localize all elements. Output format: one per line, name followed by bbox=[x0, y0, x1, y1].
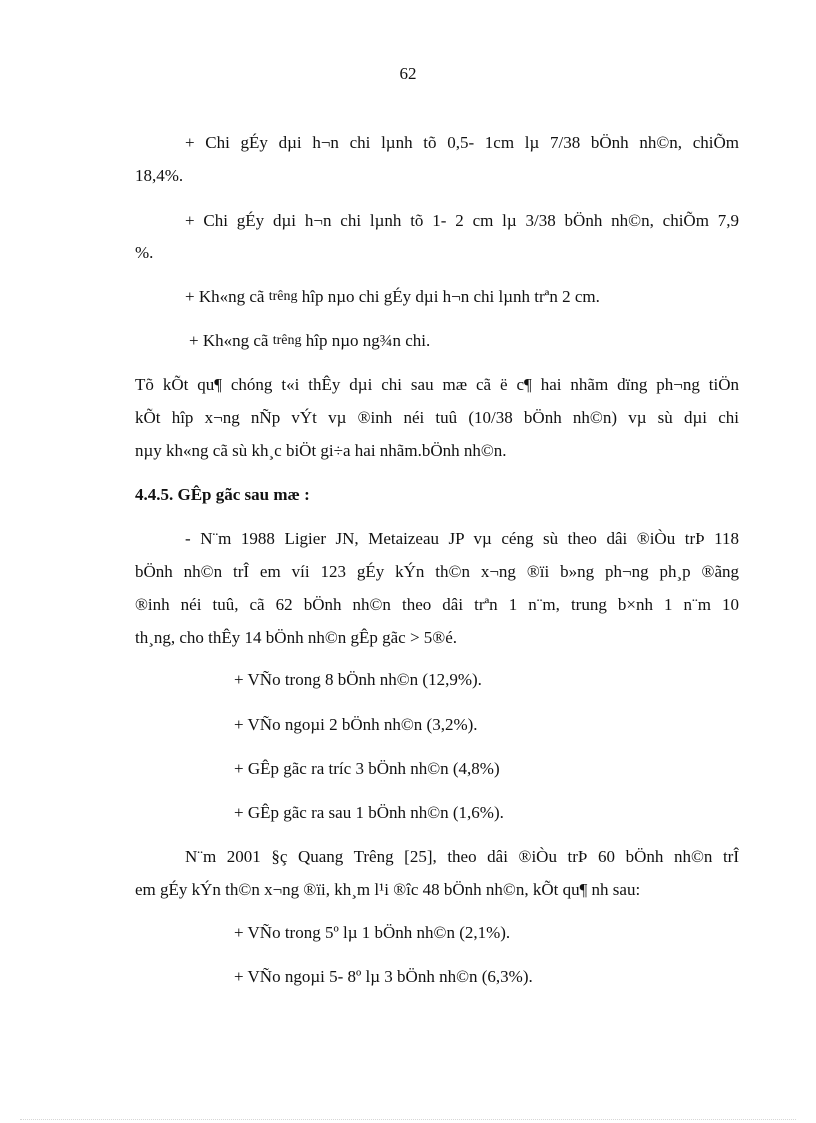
text-fragment: hîp nµo ng¾n chi. bbox=[305, 331, 431, 350]
text-line: - N¨m 1988 Ligier JN, Metaizeau JP vµ céng sù theo dâi ®iÒu trÞ 118 bbox=[185, 529, 739, 548]
page-bottom-divider bbox=[20, 1119, 796, 1120]
text-fragment-small: trêng bbox=[272, 333, 302, 348]
paragraph-no-case-over-2cm bbox=[185, 287, 600, 307]
list-item: + VÑo trong 8 bÖnh nh©n (12,9%). bbox=[234, 670, 482, 689]
page-number: 62 bbox=[399, 64, 417, 83]
text-fragment-small: trêng bbox=[268, 289, 298, 304]
text-line: nµy kh«ng cã sù kh¸c biÖt gi÷a hai nhãm.bÖnh nh©n. bbox=[135, 441, 507, 460]
text-line: 18,4%. bbox=[135, 166, 184, 185]
list-item: + VÑo ngoµi 2 bÖnh nh©n (3,2%). bbox=[234, 715, 478, 734]
list-item: + VÑo ngoµi 5- 8º lµ 3 bÖnh nh©n (6,3%). bbox=[234, 967, 533, 986]
text-line: + Chi gÉy dµi h¬n chi lµnh tõ 1- 2 cm lµ 3/38 bÖnh nh©n, chiÕm 7,9 bbox=[185, 211, 739, 230]
text-fragment: hîp nµo chi gÉy dµi h¬n chi lµnh trªn 2 cm. bbox=[301, 287, 600, 306]
text-line: th¸ng, cho thÊy 14 bÖnh nh©n gÊp gãc > 5®é. bbox=[135, 628, 458, 647]
list-item: + GÊp gãc ra tríc 3 bÖnh nh©n (4,8%) bbox=[234, 759, 500, 778]
section-heading: 4.4.5. GÊp gãc sau mæ : bbox=[135, 485, 310, 504]
text-fragment: + Kh«ng cã bbox=[189, 331, 269, 350]
text-line: ®inh néi tuû, cã 62 bÖnh nh©n theo dâi trªn 1 n¨m, trung b×nh 1 n¨m 10 bbox=[135, 595, 739, 614]
text-line: bÖnh nh©n trÎ em víi 123 gÉy kÝn th©n x¬ng ®ïi b»ng ph¬ng ph¸p ®ãng bbox=[135, 562, 739, 581]
text-line: N¨m 2001 §ç Quang Trêng [25], theo dâi ®iÒu trÞ 60 bÖnh nh©n trÎ bbox=[185, 847, 739, 866]
list-item: + GÊp gãc ra sau 1 bÖnh nh©n (1,6%). bbox=[234, 803, 504, 822]
text-line: em gÉy kÝn th©n x¬ng ®ïi, kh¸m l¹i ®îc 48 bÖnh nh©n, kÕt qu¶ nh sau: bbox=[135, 880, 641, 899]
text-line: + Chi gÉy dµi h¬n chi lµnh tõ 0,5- 1cm lµ 7/38 bÖnh nh©n, chiÕm bbox=[185, 133, 739, 152]
text-line: Tõ kÕt qu¶ chóng t«i thÊy dµi chi sau mæ cã ë c¶ hai nhãm dïng ph¬ng tiÖn bbox=[135, 375, 739, 394]
text-fragment: + Kh«ng cã bbox=[185, 287, 265, 306]
text-line: %. bbox=[135, 243, 154, 262]
list-item: + VÑo trong 5º lµ 1 bÖnh nh©n (2,1%). bbox=[234, 923, 511, 942]
text-line: kÕt hîp x¬ng nÑp vÝt vµ ®inh néi tuû (10/38 bÖnh nh©n) vµ sù dµi chi bbox=[135, 408, 739, 427]
paragraph-no-shortening bbox=[189, 331, 430, 351]
